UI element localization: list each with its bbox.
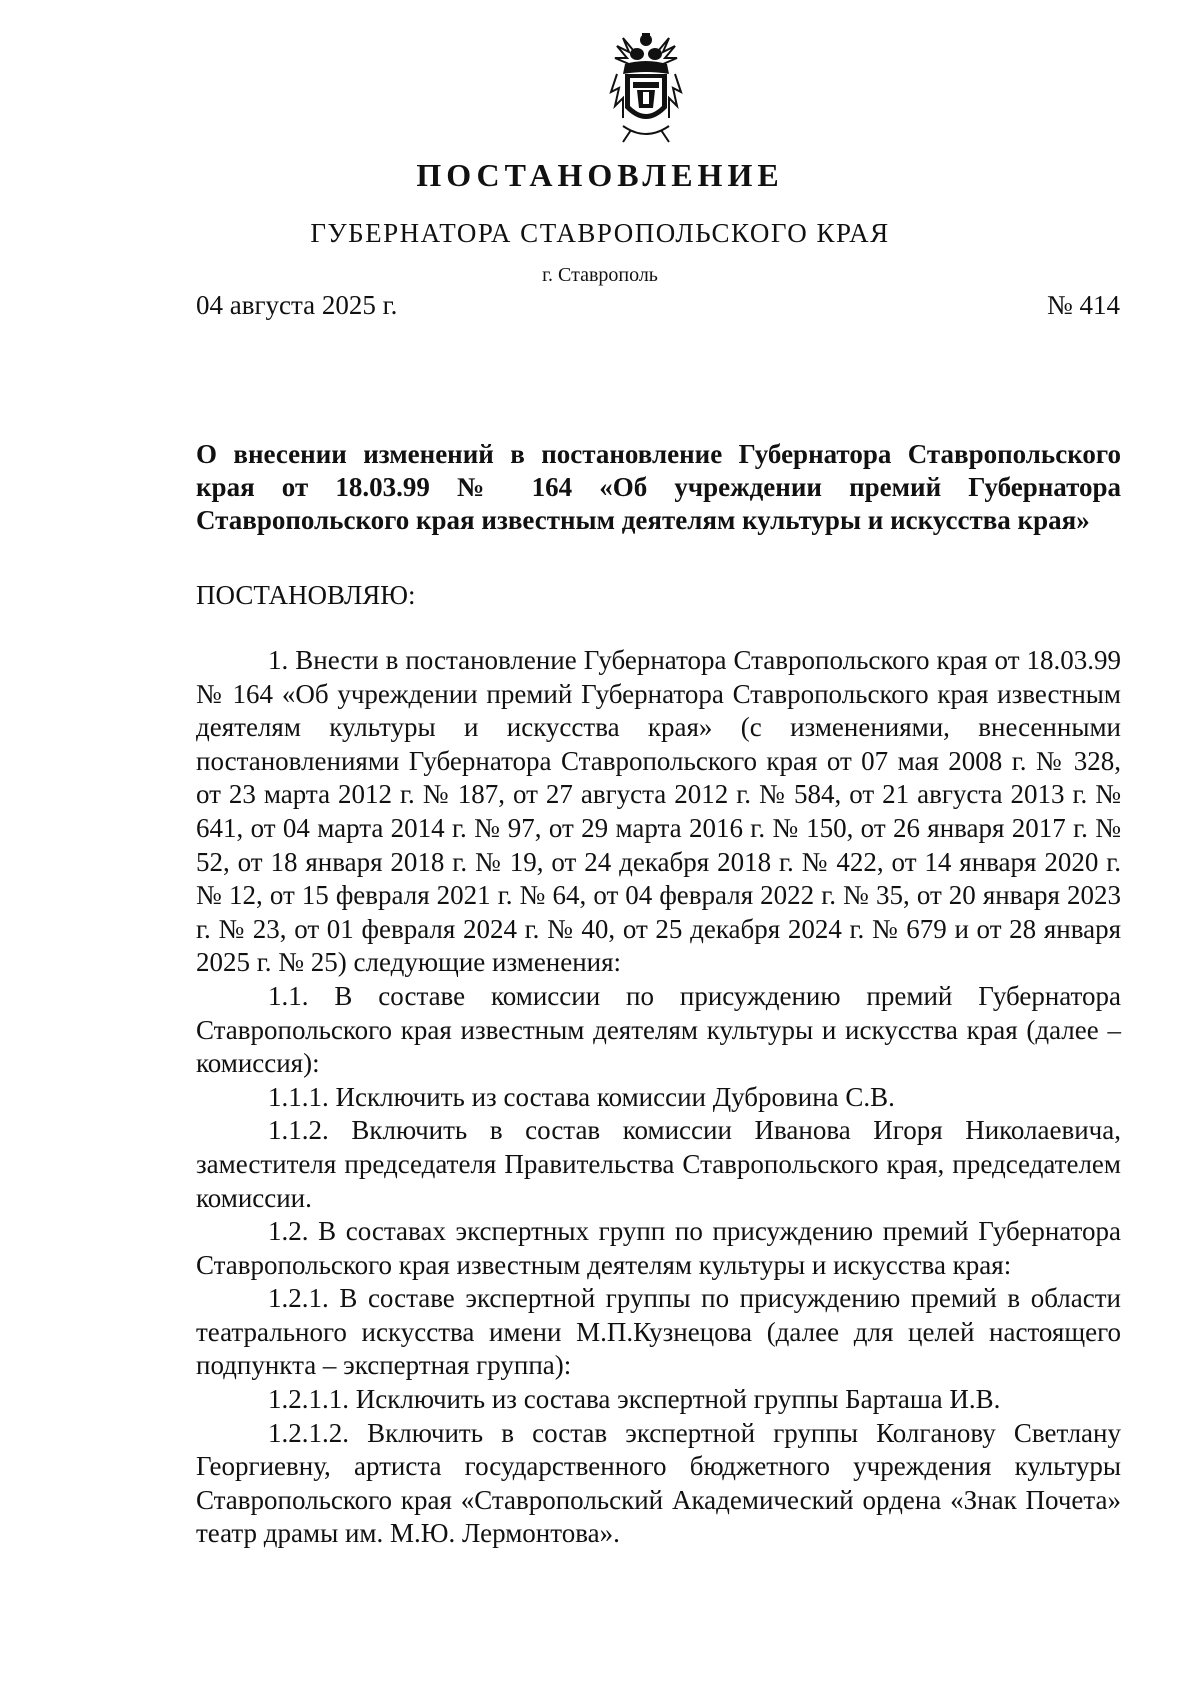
issue-city: г. Ставрополь: [542, 264, 658, 286]
issuing-authority: ГУБЕРНАТОРА СТАВРОПОЛЬСКОГО КРАЯ: [310, 218, 890, 248]
document-subject: О внесении изменений в постановление Губернатора Ставропольского края от 18.03.99 № 164 «Об учреждении премий Губернатора Ставропольского края известным деятелям культуры и искусства края»: [196, 439, 1121, 535]
paragraph-1-1-2: 1.1.2. Включить в состав комиссии Иванова Игоря Николаевича, заместителя председателя Правительства Ставропольского края, председателем комиссии.: [196, 1115, 1121, 1213]
paragraph-1-2-1-2: 1.2.1.2. Включить в состав экспертной группы Колганову Светлану Георгиевну, артиста государственного бюджетного учреждения культуры Ставропольского края «Ставропольский Академический ордена «Знак Почета» театр драмы им. М.Ю. Лермонтова».: [196, 1417, 1121, 1549]
paragraph-1-1-1: 1.1.1. Исключить из состава комиссии Дубровина С.В.: [268, 1081, 895, 1112]
paragraph-1: 1. Внести в постановление Губернатора Ставропольского края от 18.03.99 № 164 «Об учреждении премий Губернатора Ставропольского края известным деятелям культуры и искусства края» (с изменениями, внесенными постановлениями Губернатора Ставропольского края от 07 мая 2008 г. № 328, от 23 марта 2012 г. № 187, от 27 августа 2012 г. № 584, от 21 августа 2013 г. № 641, от 04 марта 2014 г. № 97, от 29 марта 2016 г. № 150, от 26 января 2017 г. № 52, от 18 января 2018 г. № 19, от 24 декабря 2018 г. № 422, от 14 января 2020 г. № 12, от 15 февраля 2021 г. № 64, от 04 февраля 2022 г. № 35, от 20 января 2023 г. № 23, от 01 февраля 2024 г. № 40, от 25 декабря 2024 г. № 679 и от 28 января 2025 г. № 25) следующие изменения:: [196, 645, 1121, 978]
document-type-title: ПОСТАНОВЛЕНИЕ: [416, 157, 784, 193]
paragraph-1-1: 1.1. В составе комиссии по присуждению премий Губернатора Ставропольского края известным деятелям культуры и искусства края (далее – комиссия):: [196, 980, 1121, 1079]
coat-of-arms-emblem: [603, 30, 689, 150]
document-number: № 414: [1046, 290, 1120, 320]
document-date: 04 августа 2025 г.: [196, 290, 398, 320]
paragraph-1-2: 1.2. В составах экспертных групп по присуждению премий Губернатора Ставропольского края известным деятелям культуры и искусства края:: [196, 1216, 1121, 1280]
decree-heading: ПОСТАНОВЛЯЮ:: [196, 580, 416, 610]
paragraph-1-2-1: 1.2.1. В составе экспертной группы по присуждению премий в области театрального искусства имени М.П.Кузнецова (далее для целей настоящего подпункта – экспертная группа):: [196, 1283, 1121, 1381]
paragraph-1-2-1-1: 1.2.1.1. Исключить из состава экспертной группы Барташа И.В.: [268, 1384, 1001, 1415]
document-body: [196, 644, 1121, 1551]
